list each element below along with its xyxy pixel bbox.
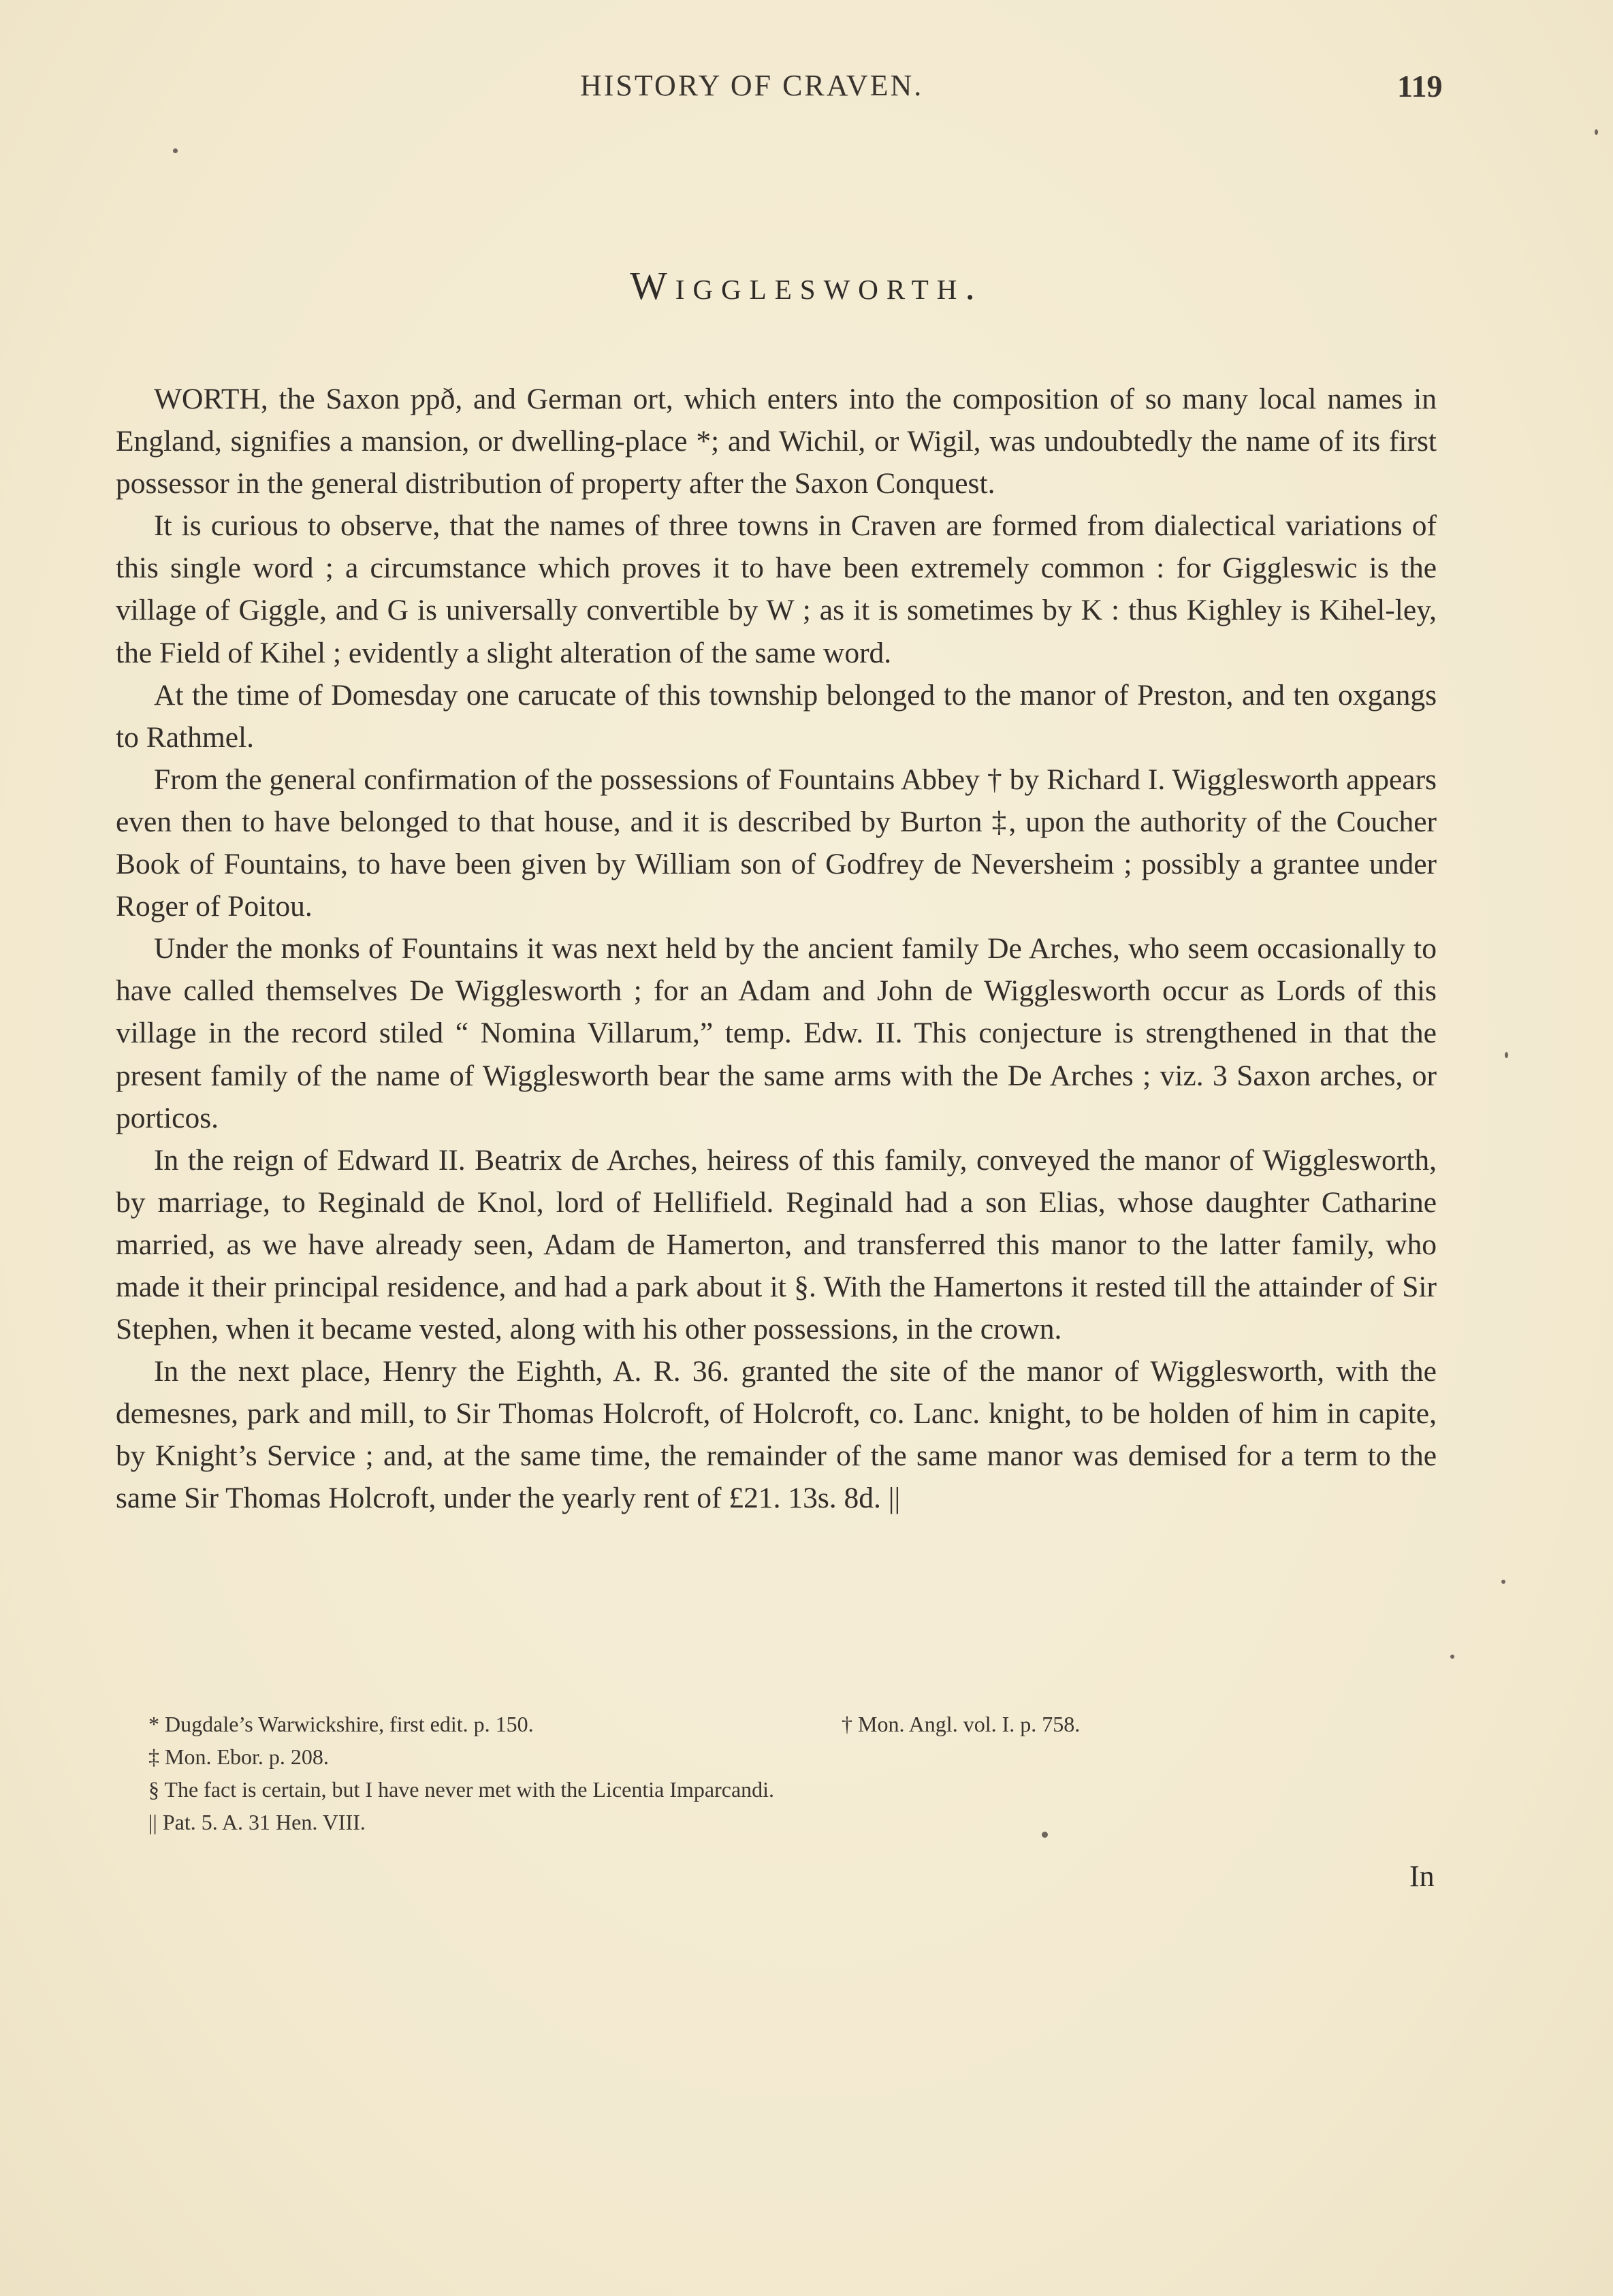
footnote-mon-ebor: ‡ Mon. Ebor. p. 208.	[148, 1744, 329, 1769]
paragraph-worth-etymology: WORTH, the Saxon ƿpð, and German ort, which enters into the composition of so many local names in England, signifies a mansion, or dwelling-place *; and Wichil, or Wigil, was undoubtedly the name of its first possessor in the general distribution of property after the Saxon Conquest.	[116, 383, 1437, 500]
body-text	[116, 378, 1437, 1520]
page-number: 119	[1397, 69, 1443, 103]
footnotes	[148, 1708, 1374, 1838]
running-head	[0, 68, 1613, 109]
paragraph-de-arches: Under the monks of Fountains it was next held by the ancient family De Arches, who seem occasionally to have called themselves De Wigglesworth ; for an Adam and John de Wigglesworth occur as Lords of this village in the record stiled “ Nomina Villarum,” temp. Edw. II. This conjecture is strengthened in that the present family of the name of Wigglesworth bear the same arms with the De Arches ; viz. 3 Saxon arches, or porticos.	[116, 932, 1437, 1134]
paragraph-fountains-abbey: From the general confirmation of the possessions of Fountains Abbey † by Richard I. Wigglesworth appears even then to have belonged to that house, and it is described by Burton ‡, upon the authority of the Coucher Book of Fountains, to have been given by William son of Godfrey de Neversheim ; possibly a grantee under Roger of Poitou.	[116, 763, 1437, 923]
paper-speck	[1501, 1580, 1505, 1584]
footnote-row	[148, 1708, 1374, 1740]
footnote-pat: || Pat. 5. A. 31 Hen. VIII.	[148, 1810, 366, 1834]
catchword: In	[1409, 1860, 1435, 1893]
running-title: HISTORY OF CRAVEN.	[580, 69, 924, 102]
paper-speck	[173, 148, 178, 153]
paper-speck	[1450, 1655, 1454, 1659]
footnote-row	[148, 1740, 1374, 1773]
footnote-row	[148, 1806, 1374, 1838]
paragraph-henry-eighth: In the next place, Henry the Eighth, A. R. 36. granted the site of the manor of Wigglesworth, with the demesnes, park and mill, to Sir Thomas Holcroft, of Holcroft, co. Lanc. knight, to be holden of him in capite, by Knight’s Service ; and, at the same time, the remainder of the same manor was demised for a term to the same Sir Thomas Holcroft, under the yearly rent of £21. 13s. 8d. ||	[116, 1355, 1437, 1515]
chapter-title	[0, 263, 1613, 308]
paragraph-domesday: At the time of Domesday one carucate of this township belonged to the manor of Preston, and ten oxgangs to Rathmel.	[116, 678, 1437, 754]
paper-speck	[1595, 129, 1598, 135]
footnote-licentia: § The fact is certain, but I have never met with the Licentia Imparcandi.	[148, 1777, 775, 1802]
chapter-title-text: Wigglesworth.	[630, 264, 983, 308]
footnote-dugdale: * Dugdale’s Warwickshire, first edit. p. 150.	[148, 1712, 534, 1736]
paper-speck	[1505, 1052, 1508, 1058]
paragraph-edward-ii: In the reign of Edward II. Beatrix de Arches, heiress of this family, conveyed the manor of Wigglesworth, by marriage, to Reginald de Knol, lord of Hellifield. Reginald had a son Elias, whose daughter Catharine married, as we have already seen, Adam de Hamerton, and transferred this manor to the latter family, who made it their principal residence, and had a park about it §. With the Hamertons it rested till the attainder of Sir Stephen, when it became vested, along with his other possessions, in the crown.	[116, 1143, 1437, 1346]
footnote-row	[148, 1773, 1374, 1806]
paper-speck	[1042, 1832, 1048, 1838]
footnote-mon-angl: † Mon. Angl. vol. I. p. 758.	[842, 1712, 1081, 1736]
paragraph-dialectical-variations: It is curious to observe, that the names of three towns in Craven are formed from dialectical variations of this single word ; a circumstance which proves it to have been extremely common : for Giggleswic is the village of Giggle, and G is universally convertible by W ; as it is sometimes by K : thus Kighley is Kihel-ley, the Field of Kihel ; evidently a slight alteration of the same word.	[116, 509, 1437, 669]
